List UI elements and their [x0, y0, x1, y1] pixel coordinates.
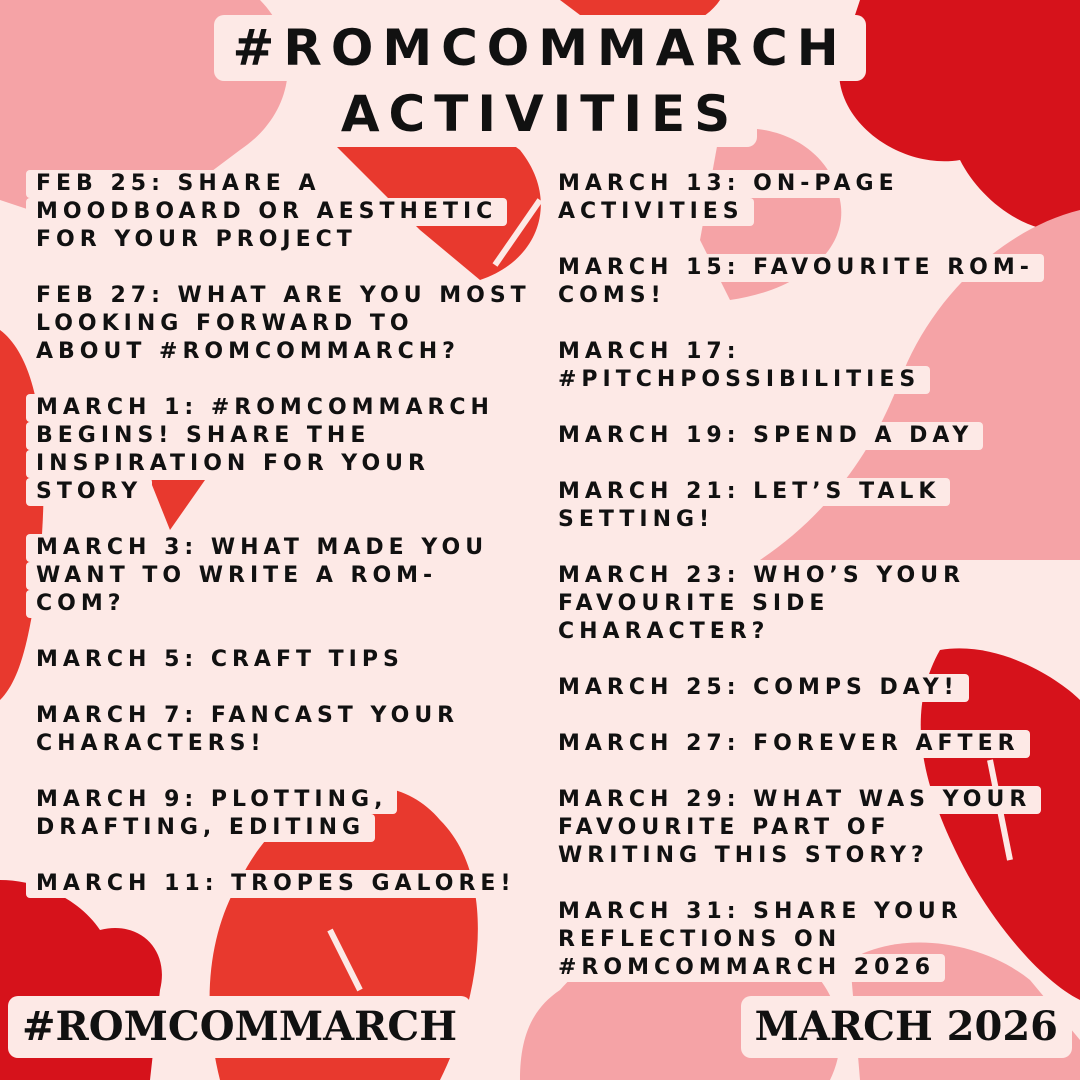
activity-item: [548, 478, 1044, 534]
activity-line: MARCH 11: TROPES GALORE!: [26, 870, 525, 898]
activity-item: [26, 534, 541, 618]
activities-left-column: [26, 170, 541, 926]
activity-item: [26, 702, 541, 758]
activity-item: [548, 730, 1044, 758]
activity-line: FEB 25: SHARE A: [26, 170, 331, 198]
activity-item: [548, 338, 1044, 394]
activity-item: [548, 254, 1044, 310]
activity-line: REFLECTIONS ON: [548, 926, 851, 954]
activity-line: MARCH 1: #ROMCOMMARCH: [26, 394, 504, 422]
activity-line: MARCH 13: ON-PAGE: [548, 170, 909, 198]
activities-right-column: [548, 170, 1044, 1010]
activity-line: MARCH 9: PLOTTING,: [26, 786, 397, 814]
page-title: [0, 20, 1080, 76]
activity-line: #ROMCOMMARCH 2026: [548, 954, 945, 982]
activity-line: #PITCHPOSSIBILITIES: [548, 366, 930, 394]
activity-item: [26, 646, 541, 674]
footer-date: MARCH 2026: [741, 996, 1072, 1058]
activity-item: [548, 562, 1044, 646]
activity-item: [26, 786, 541, 842]
activity-item: [548, 674, 1044, 702]
activity-line: DRAFTING, EDITING: [26, 814, 375, 842]
activity-line: SETTING!: [548, 506, 724, 534]
activity-line: MARCH 17:: [548, 338, 751, 366]
footer-hashtag: #ROMCOMMARCH: [8, 996, 471, 1058]
activity-line: MARCH 31: SHARE YOUR: [548, 898, 973, 926]
activity-item: [26, 870, 541, 898]
activity-item: [26, 170, 541, 254]
activity-item: [548, 786, 1044, 870]
activity-line: BEGINS! SHARE THE: [26, 422, 380, 450]
activity-line: WANT TO WRITE A ROM-: [26, 562, 447, 590]
page-subtitle: [0, 86, 1080, 142]
activity-line: FAVOURITE SIDE: [548, 590, 839, 618]
activity-line: INSPIRATION FOR YOUR: [26, 450, 440, 478]
activity-line: MOODBOARD OR AESTHETIC: [26, 198, 507, 226]
activity-line: MARCH 23: WHO’S YOUR: [548, 562, 975, 590]
activity-item: [26, 394, 541, 506]
title-line-1: #ROMCOMMARCH: [214, 15, 865, 81]
activity-line: STORY: [26, 478, 152, 506]
activity-line: COM?: [26, 590, 136, 618]
activity-line: MARCH 7: FANCAST YOUR: [26, 702, 469, 730]
activity-line: MARCH 29: WHAT WAS YOUR: [548, 786, 1041, 814]
activity-line: MARCH 27: FOREVER AFTER: [548, 730, 1030, 758]
activity-item: [26, 282, 541, 366]
activity-line: CHARACTER?: [548, 618, 779, 646]
activity-line: COMS!: [548, 282, 676, 310]
activity-line: WRITING THIS STORY?: [548, 842, 939, 870]
activity-line: MARCH 21: LET’S TALK: [548, 478, 950, 506]
activity-line: FAVOURITE PART OF: [548, 814, 901, 842]
activity-line: ACTIVITIES: [548, 198, 754, 226]
activity-line: MARCH 25: COMPS DAY!: [548, 674, 969, 702]
activity-line: MARCH 3: WHAT MADE YOU: [26, 534, 498, 562]
activity-line: MARCH 5: CRAFT TIPS: [26, 646, 414, 674]
title-line-2: ACTIVITIES: [323, 81, 757, 147]
activity-line: MARCH 19: SPEND A DAY: [548, 422, 983, 450]
activity-item: [548, 898, 1044, 982]
activity-line: ABOUT #ROMCOMMARCH?: [26, 338, 470, 366]
activity-line: LOOKING FORWARD TO: [26, 310, 424, 338]
activity-line: FEB 27: WHAT ARE YOU MOST: [26, 282, 541, 310]
activity-line: FOR YOUR PROJECT: [26, 226, 367, 254]
activity-line: CHARACTERS!: [26, 730, 276, 758]
activity-item: [548, 422, 1044, 450]
activity-item: [548, 170, 1044, 226]
activity-line: MARCH 15: FAVOURITE ROM-: [548, 254, 1044, 282]
